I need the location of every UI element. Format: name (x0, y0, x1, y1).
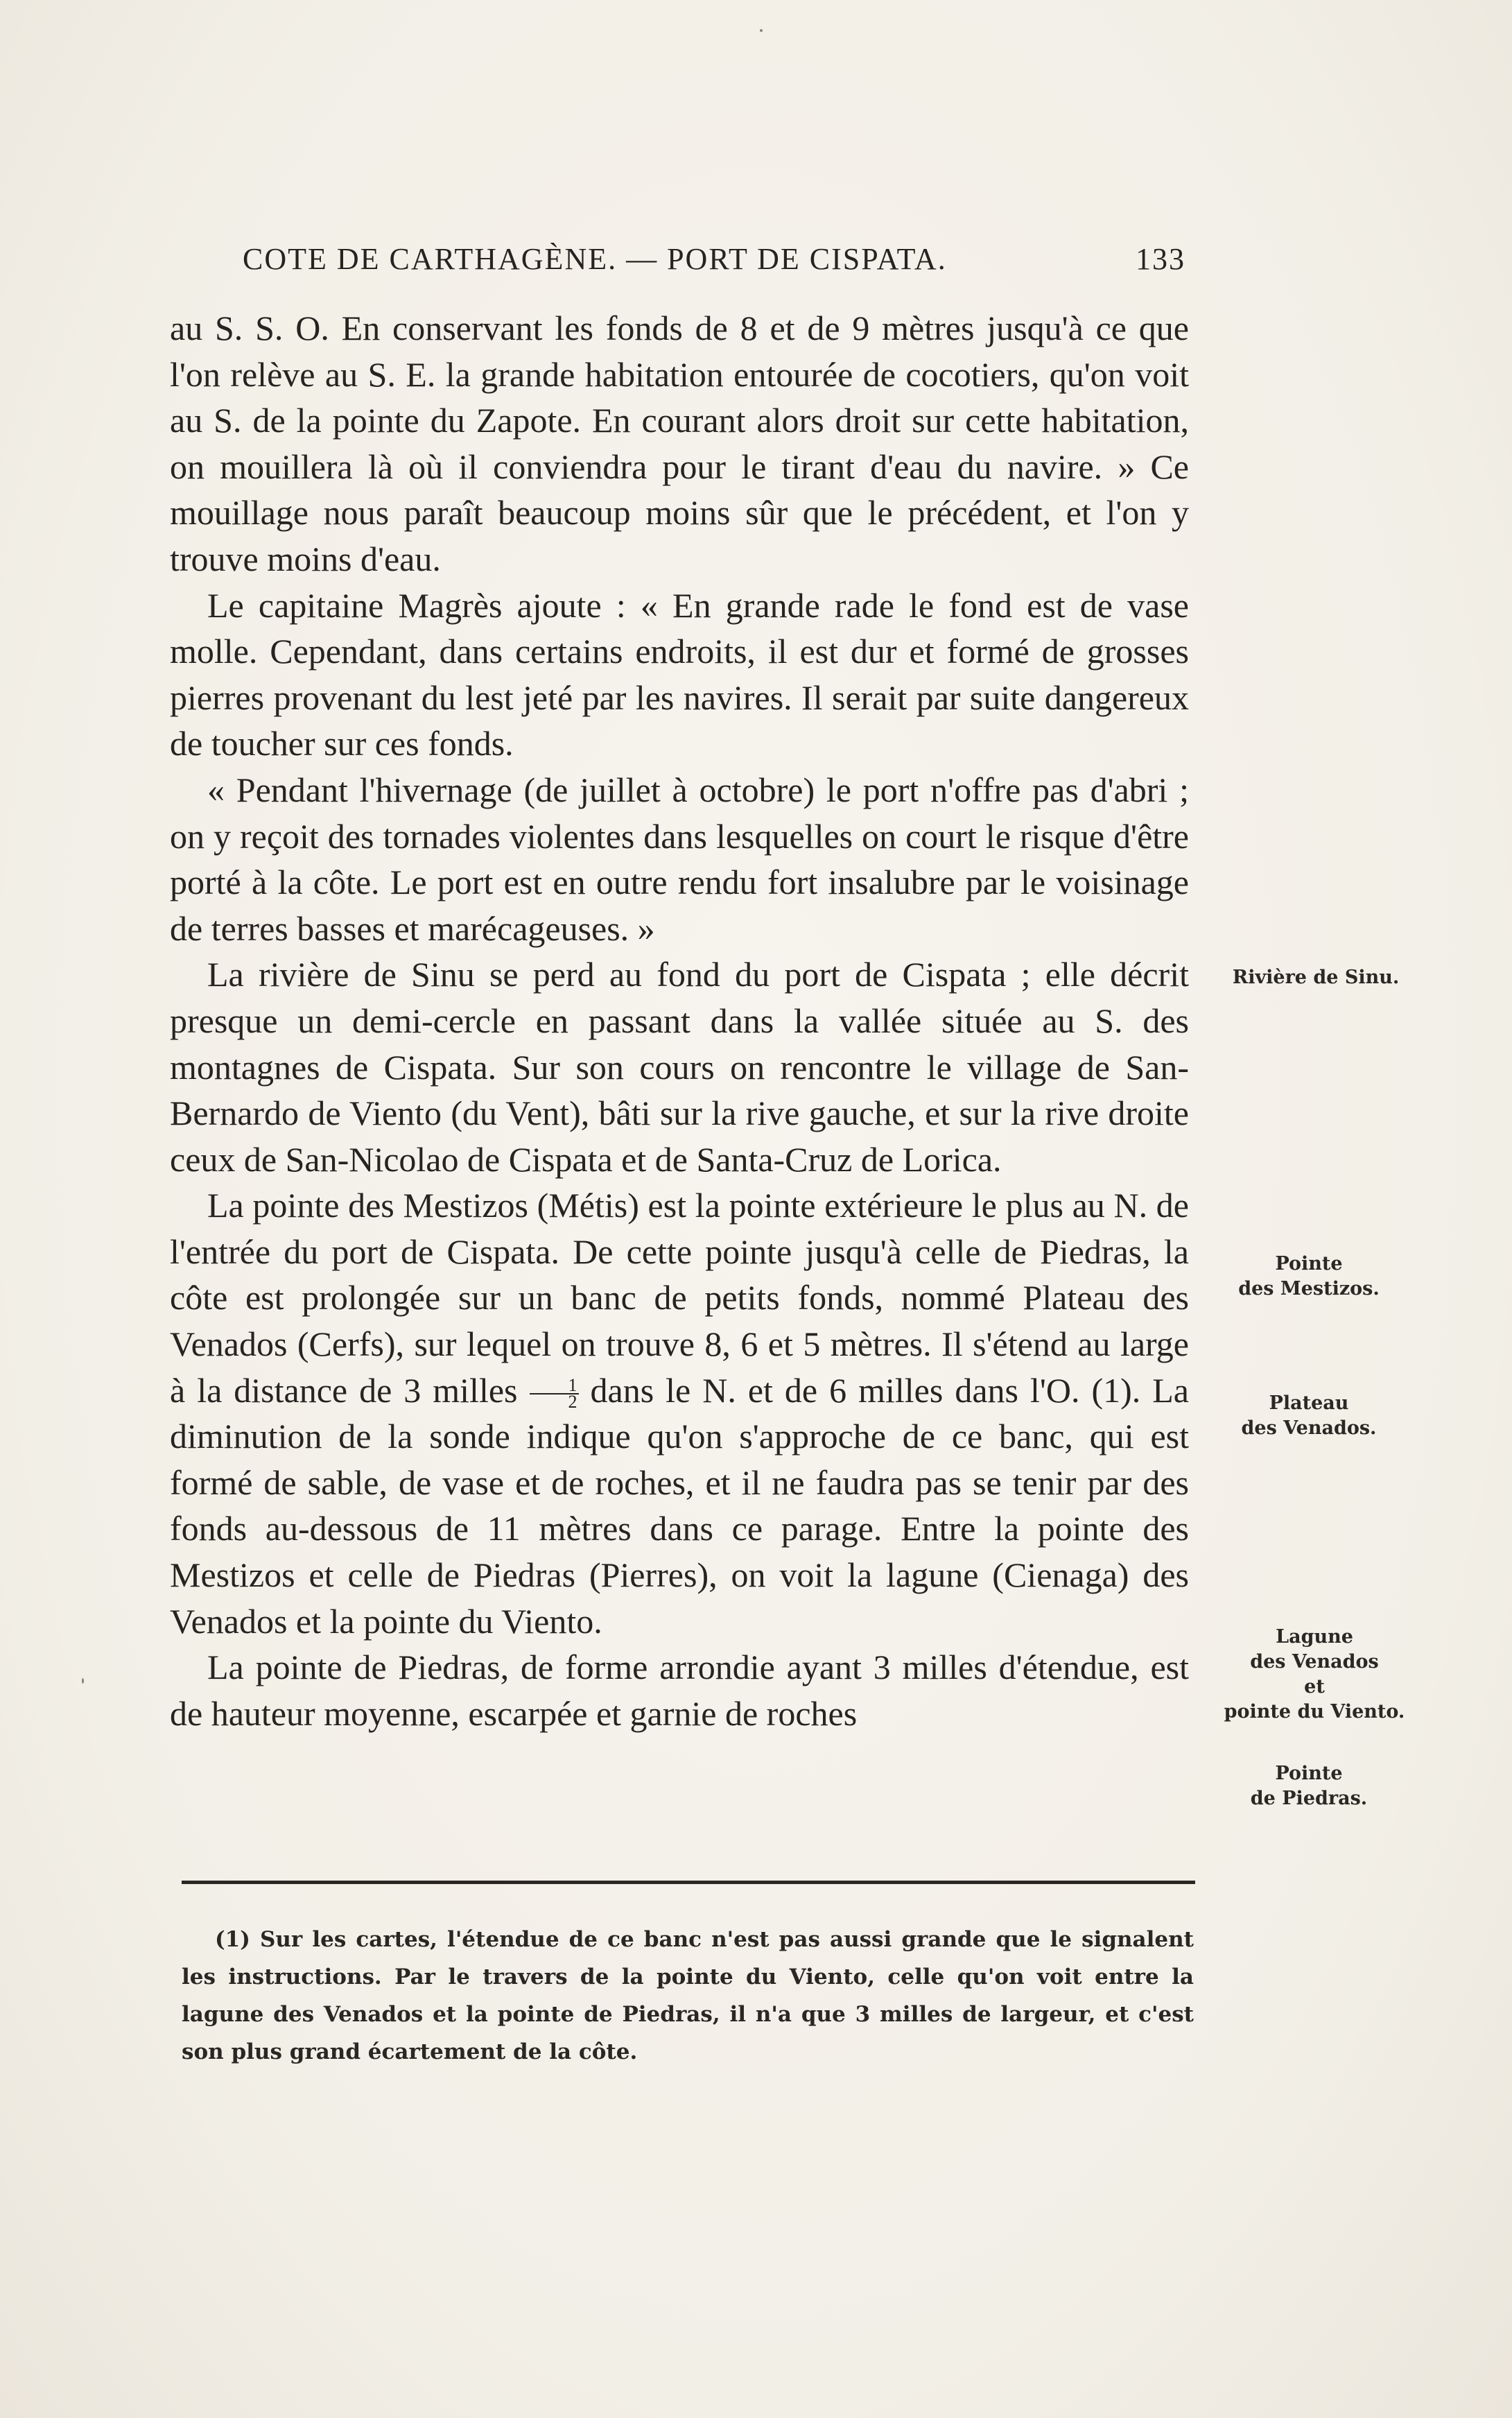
paragraph: La rivière de Sinu se perd au fond du port de Cispata ; elle décrit presque un demi-cercle en passant dans la vallée située au S. des montagnes de Cispata. Sur son cours on rencontre le village de San-Bernardo de Viento (du Vent), bâti sur la rive gauche, et sur la rive droite ceux de San-Nicolao de Cispata et de Santa-Cruz de Lorica. (170, 955, 1189, 1179)
paper-speck (760, 29, 763, 32)
paragraph: « Pendant l'hivernage (de juillet à octobre) le port n'offre pas d'abri ; on y reçoit des tornades violentes dans lesquelles on court le risque d'être porté à la côte. Le port est en outre rendu fort insalubre par le voisinage de terres basses et marécageuses. » (170, 770, 1189, 948)
margin-note-pointe-mestizos (1205, 1252, 1413, 1302)
margin-note-line: des Mestizos. (1238, 1278, 1380, 1299)
margin-note-line: Pointe (1275, 1763, 1343, 1784)
margin-note-pointe-piedras (1205, 1761, 1413, 1811)
margin-note-plateau-venados (1205, 1391, 1413, 1441)
paragraph: au S. S. O. En conservant les fonds de 8 et de 9 mètres jusqu'à ce que l'on relève au S. E. la grande habitation entourée de cocotiers, qu'on voit au S. de la pointe du Zapote. En courant alors droit sur cette habitation, on mouillera là où il conviendra pour le tirant d'eau du navire. » Ce mouillage nous paraît beaucoup moins sûr que le précédent, et l'on y trouve moins d'eau. (170, 309, 1189, 578)
margin-note-line: et (1304, 1676, 1325, 1698)
margin-note-line: Pointe (1275, 1253, 1343, 1275)
footnote-text: (1) Sur les cartes, l'étendue de ce banc n'est pas aussi grande que le signalent les instructions. Par le travers de la pointe du Viento, celle qu'on voit entre la lagune des Venados et la pointe de Piedras, il n'a que 3 milles de largeur, et c'est son plus grand écartement de la côte. (182, 1927, 1194, 2064)
paragraph: Le capitaine Magrès ajoute : « En grande rade le fond est de vase molle. Cependant, dans certains endroits, il est dur et formé de grosses pierres provenant du lest jeté par les navires. Il serait par suite dangereux de toucher sur ces fonds. (170, 585, 1189, 763)
margin-note-line: des Venados (1250, 1651, 1379, 1673)
margin-note-line: Rivière de Sinu. (1232, 967, 1400, 988)
paragraph-text: La pointe des Mestizos (Métis) est la pointe extérieure le plus au N. de l'entrée du port de Cispata. De cette pointe jusqu'à celle de Piedras, la côte est prolongée sur un banc de petits fonds, nommé Plateau des Venados (Cerfs), sur lequel on trouve 8, 6 et 5 mètres. Il s'étend au large à la distance de 3 milles (170, 1186, 1189, 1410)
margin-note-line: des Venados. (1241, 1417, 1377, 1439)
margin-note-line: pointe du Viento. (1224, 1701, 1405, 1722)
paper-speck (82, 1678, 84, 1684)
margin-note-line: de Piedras. (1250, 1788, 1368, 1809)
paragraph (170, 1182, 1189, 1644)
fraction-numerator: 1 (530, 1378, 579, 1394)
fraction-denominator: 2 (568, 1392, 577, 1413)
margin-note-lagune-venados (1210, 1625, 1418, 1725)
footnote (182, 1921, 1194, 2071)
margin-note-line: Plateau (1269, 1392, 1349, 1414)
margin-note-line: Lagune (1276, 1626, 1353, 1648)
paragraph-text: dans le N. et de 6 milles dans l'O. (1). La diminution de la sonde indique qu'on s'approche de ce banc, qui est formé de sable, de vase et de roches, et il ne faudra pas se tenir par des fonds au-dessous de 11 mètres dans ce parage. Entre la pointe des Mestizos et celle de Piedras (Pierres), on voit la lagune (Cienaga) des Venados et la pointe du Viento. (170, 1370, 1190, 1641)
running-title: COTE DE CARTHAGÈNE. — PORT DE CISPATA. (243, 242, 947, 276)
paragraph: La pointe de Piedras, de forme arrondie ayant 3 milles d'étendue, est de hauteur moyenne, escarpée et garnie de roches (170, 1648, 1189, 1733)
footnote-divider (182, 1881, 1195, 1884)
running-header (243, 241, 1185, 290)
main-text (170, 305, 1189, 1736)
fraction (530, 1375, 579, 1413)
page-number: 133 (1136, 242, 1185, 276)
margin-note-riviere-sinu (1212, 965, 1420, 990)
